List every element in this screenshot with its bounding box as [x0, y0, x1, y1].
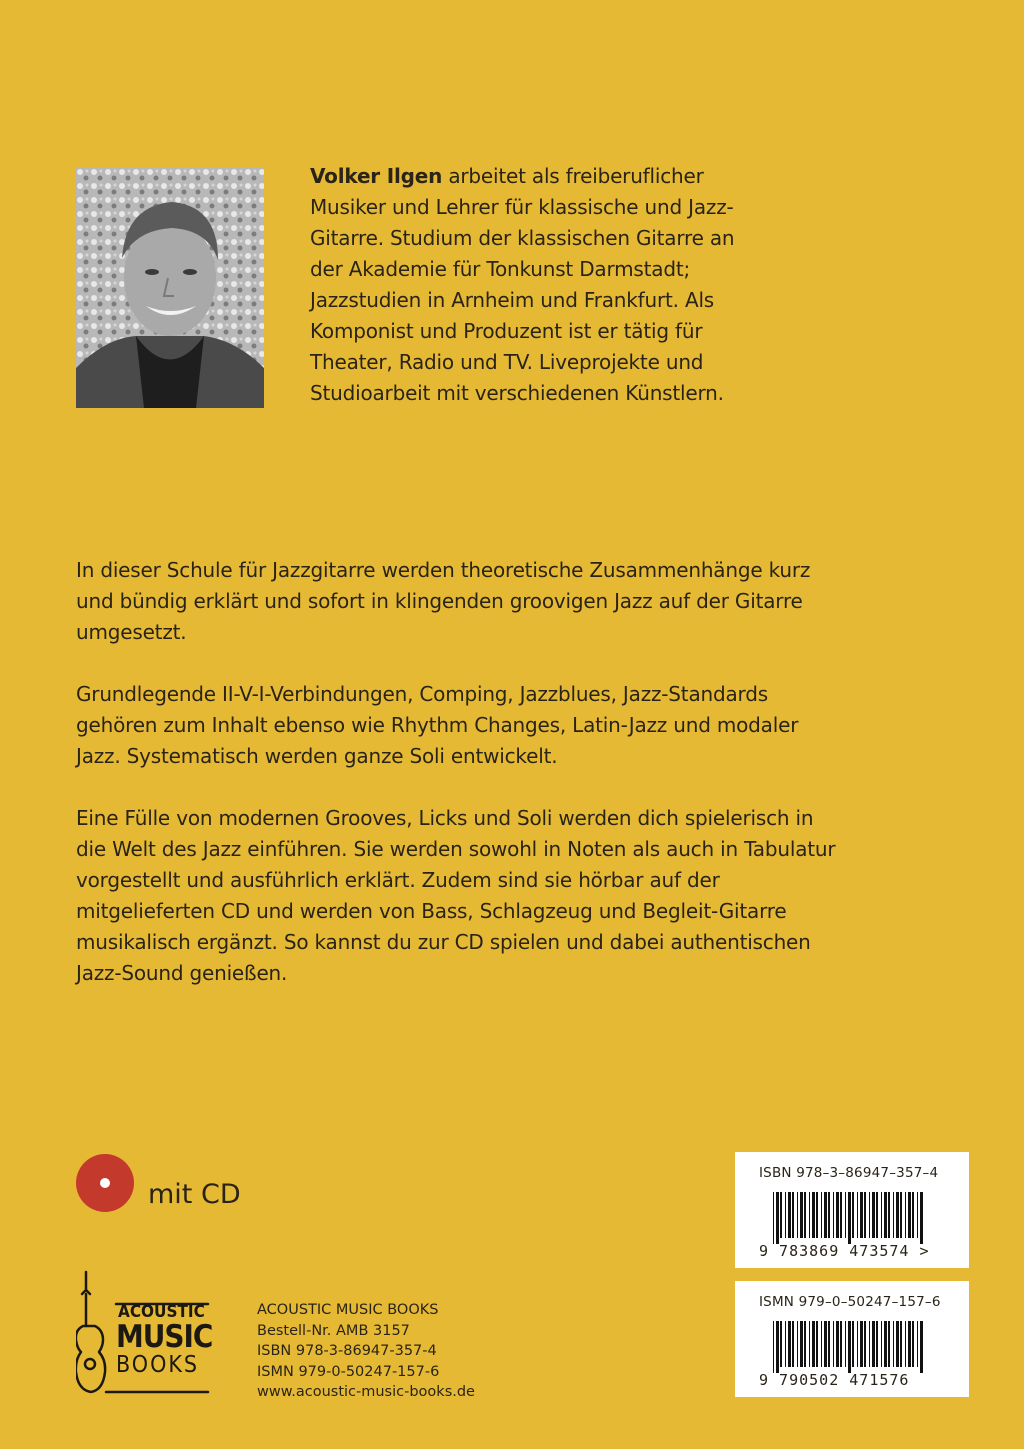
- isbn-barcode: [735, 1152, 969, 1268]
- publisher-url: www.acoustic-music-books.de: [257, 1384, 475, 1400]
- barcode-bar: [833, 1192, 834, 1238]
- barcode-bar: [809, 1321, 810, 1367]
- barcode-bar: [876, 1192, 878, 1238]
- barcode-bar: [821, 1321, 822, 1367]
- barcode-bar: [800, 1192, 803, 1238]
- barcode-bar: [848, 1192, 851, 1244]
- ismn-barcode-digits: 9 790502 471576: [759, 1371, 910, 1389]
- barcode-bar: [884, 1321, 887, 1367]
- publisher-info: [257, 1300, 475, 1403]
- barcode-bar: [797, 1321, 798, 1367]
- logo-music: MUSIC: [116, 1319, 213, 1355]
- barcode-bar: [872, 1192, 875, 1238]
- isbn-text: ISBN 978-3-86947-357-4: [257, 1343, 437, 1359]
- isbn-barcode-bars: [773, 1192, 923, 1244]
- ismn-barcode-bars: [773, 1321, 923, 1373]
- barcode-bar: [869, 1321, 870, 1367]
- barcode-bar: [828, 1192, 830, 1238]
- author-bio-text: arbeitet als freiberuflicher Musiker und Lehrer für klassische und Jazz-Gitarre. Studium der klassischen Gitarre an der Akademie für Tonkunst Darmstadt; Jazzstudien in Arnheim und Frankfurt. Als Komponist und Produzent ist er tätig für Theater, Radio und TV. Liveprojekte und Studioarbeit mit verschiedenen Künstlern.: [310, 164, 735, 405]
- isbn-barcode-caption: ISBN 978–3–86947–357–4: [759, 1165, 939, 1181]
- barcode-bar: [797, 1192, 798, 1238]
- barcode-bar: [776, 1192, 779, 1244]
- barcode-bar: [864, 1192, 866, 1238]
- barcode-bar: [864, 1321, 866, 1367]
- barcode-bar: [812, 1321, 815, 1367]
- cd-label: mit CD: [148, 1179, 241, 1210]
- barcode-bar: [816, 1321, 818, 1367]
- barcode-bar: [840, 1192, 842, 1238]
- description-paragraph-2: Grundlegende II-V-I-Verbindungen, Comping, Jazzblues, Jazz-Standards gehören zum Inhalt ebenso wie Rhythm Changes, Latin-Jazz und modaler Jazz. Systematisch werden ganze Soli entwickelt.: [76, 682, 799, 768]
- barcode-bar: [840, 1321, 842, 1367]
- barcode-bar: [776, 1321, 779, 1373]
- ismn-barcode: [735, 1281, 969, 1397]
- barcode-bar: [804, 1192, 806, 1238]
- barcode-bar: [809, 1192, 810, 1238]
- barcode-bar: [788, 1321, 791, 1367]
- barcode-bar: [888, 1192, 890, 1238]
- publisher-logo: [76, 1268, 216, 1400]
- author-photo: [76, 168, 264, 408]
- barcode-bar: [860, 1321, 863, 1367]
- barcode-bar: [845, 1321, 846, 1367]
- barcode-bar: [900, 1192, 902, 1238]
- barcode-bar: [896, 1321, 899, 1367]
- barcode-bar: [900, 1321, 902, 1367]
- logo-acoustic: ACOUSTIC: [118, 1302, 205, 1322]
- isbn-barcode-digits: 9 783869 473574 >: [759, 1242, 930, 1260]
- barcode-bar: [920, 1321, 923, 1373]
- barcode-bar: [800, 1321, 803, 1367]
- barcode-bar: [908, 1321, 911, 1367]
- barcode-bar: [872, 1321, 875, 1367]
- barcode-bar: [780, 1321, 782, 1367]
- barcode-bar: [908, 1192, 911, 1238]
- barcode-bar: [828, 1321, 830, 1367]
- barcode-bar: [780, 1192, 782, 1238]
- barcode-bar: [804, 1321, 806, 1367]
- barcode-bar: [833, 1321, 834, 1367]
- barcode-bar: [792, 1321, 794, 1367]
- barcode-bar: [821, 1192, 822, 1238]
- barcode-bar: [824, 1321, 827, 1367]
- barcode-bar: [876, 1321, 878, 1367]
- barcode-bar: [785, 1321, 786, 1367]
- barcode-bar: [788, 1192, 791, 1238]
- barcode-bar: [860, 1192, 863, 1238]
- barcode-bar: [848, 1321, 851, 1373]
- publisher-name: ACOUSTIC MUSIC BOOKS: [257, 1302, 439, 1318]
- barcode-bar: [857, 1321, 858, 1367]
- barcode-bar: [912, 1192, 914, 1238]
- barcode-bar: [792, 1192, 794, 1238]
- barcode-bar: [836, 1321, 839, 1367]
- barcode-bar: [881, 1321, 882, 1367]
- ismn-barcode-caption: ISMN 979–0–50247–157–6: [759, 1294, 941, 1310]
- book-description: [76, 555, 836, 1020]
- barcode-bar: [881, 1192, 882, 1238]
- barcode-bar: [852, 1192, 854, 1238]
- barcode-bar: [905, 1321, 906, 1367]
- cd-icon: [76, 1154, 134, 1212]
- ismn-text: ISMN 979-0-50247-157-6: [257, 1363, 440, 1380]
- barcode-bar: [888, 1321, 890, 1367]
- barcode-bar: [912, 1321, 914, 1367]
- barcode-bar: [893, 1192, 894, 1238]
- barcode-bar: [920, 1192, 923, 1244]
- barcode-bar: [785, 1192, 786, 1238]
- barcode-bar: [816, 1192, 818, 1238]
- order-number: Bestell-Nr. AMB 3157: [257, 1322, 410, 1339]
- logo-books: BOOKS: [116, 1352, 200, 1378]
- barcode-bar: [917, 1192, 918, 1238]
- barcode-bar: [773, 1192, 774, 1244]
- barcode-bar: [836, 1192, 839, 1238]
- barcode-bar: [893, 1321, 894, 1367]
- barcode-bar: [773, 1321, 774, 1373]
- barcode-bar: [896, 1192, 899, 1238]
- barcode-bar: [869, 1192, 870, 1238]
- barcode-bar: [845, 1192, 846, 1238]
- barcode-bar: [905, 1192, 906, 1238]
- barcode-bar: [812, 1192, 815, 1238]
- description-paragraph-1: In dieser Schule für Jazzgitarre werden theoretische Zusammenhänge kurz und bündig erklärt und sofort in klingenden groovigen Jazz auf der Gitarre umgesetzt.: [76, 558, 811, 644]
- barcode-bar: [884, 1192, 887, 1238]
- description-paragraph-3: Eine Fülle von modernen Grooves, Licks und Soli werden dich spielerisch in die Welt des Jazz einführen. Sie werden sowohl in Noten als auch in Tabulatur vorgestellt und ausführlich erklärt. Zudem sind sie hörbar auf der mitgelieferten CD und werden von Bass, Schlagzeug und Begleit-Gitarre musikalisch ergänzt. So kannst du zur CD spielen und dabei authentischen Jazz-Sound genießen.: [76, 806, 836, 985]
- author-name: Volker Ilgen: [310, 164, 443, 188]
- barcode-bar: [857, 1192, 858, 1238]
- barcode-bar: [852, 1321, 854, 1367]
- barcode-bar: [917, 1321, 918, 1367]
- author-bio: [310, 161, 770, 409]
- barcode-bar: [824, 1192, 827, 1238]
